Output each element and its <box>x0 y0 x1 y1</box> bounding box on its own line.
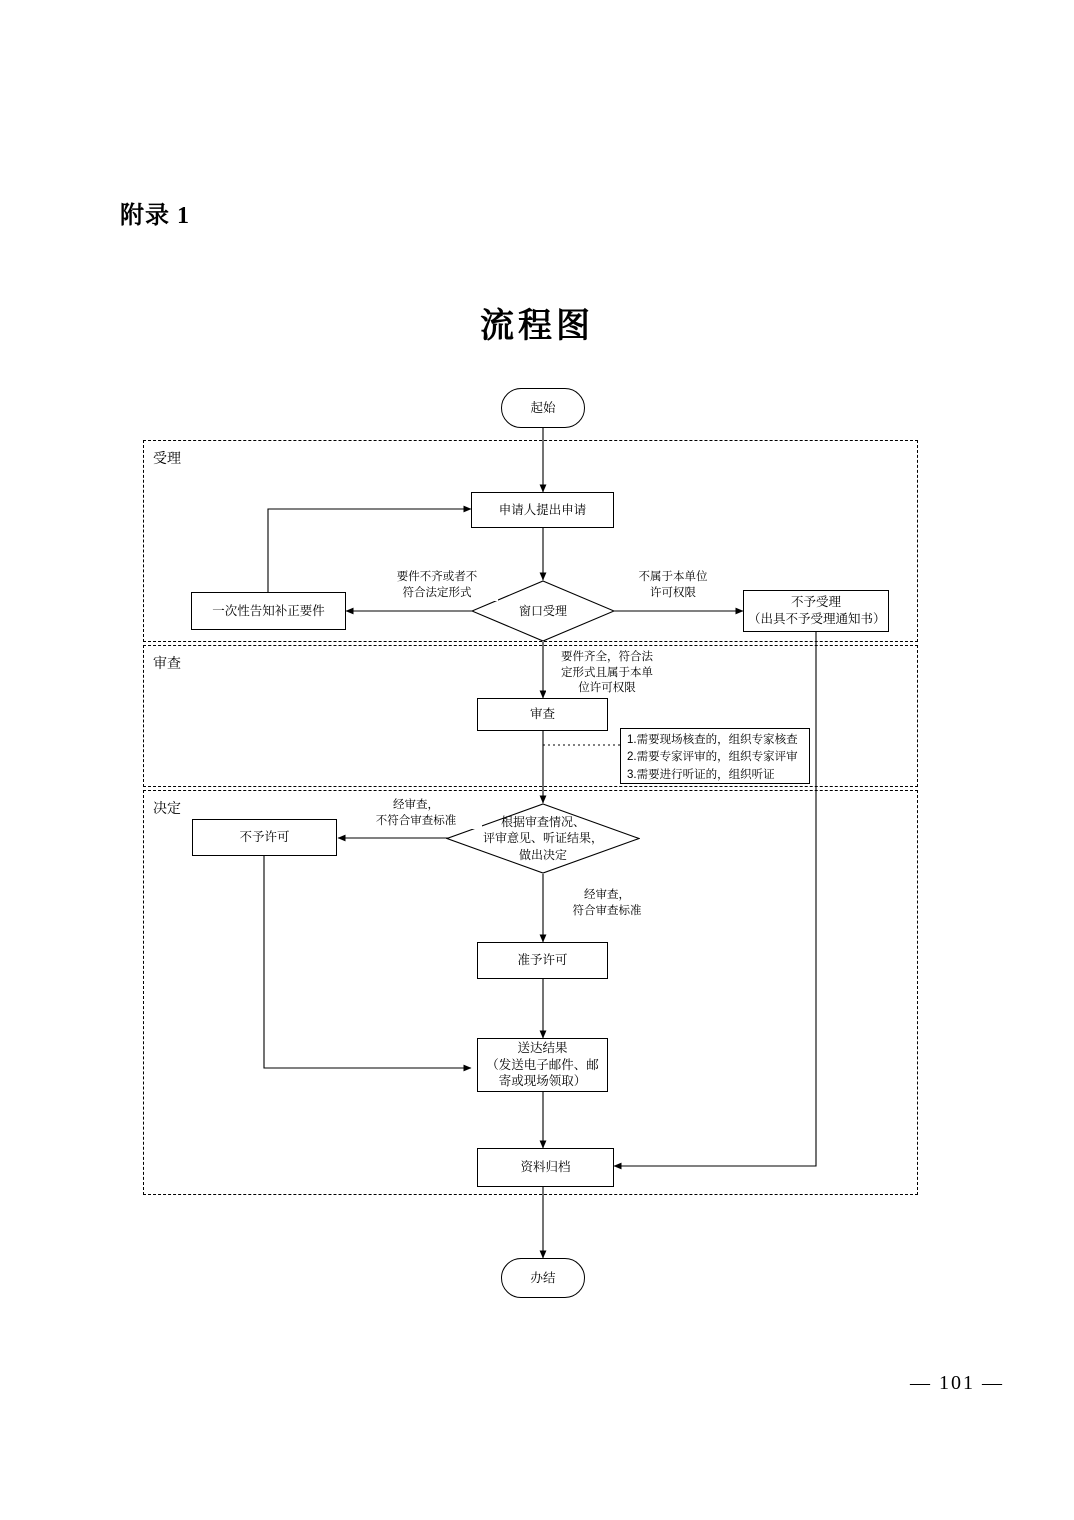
swimlane-accept-label: 受理 <box>153 450 181 466</box>
page-number: — 101 — <box>910 1372 1004 1394</box>
swimlane-review-label: 审查 <box>153 655 181 671</box>
node-end <box>501 1258 585 1298</box>
node-deliver-result <box>477 1038 608 1092</box>
node-decision-line3: 做出决定 <box>518 847 567 862</box>
node-reject-accept-line1: 不予受理 <box>790 595 841 610</box>
node-permit <box>477 942 608 979</box>
note-line-3: 3.需要进行听证的，组织听证 <box>627 768 775 781</box>
node-apply-label: 申请人提出申请 <box>498 502 587 517</box>
node-deliver-line3: 寄或现场领取） <box>498 1074 587 1089</box>
edge-label-not-our-authority-line1: 不属于本单位 <box>638 571 708 583</box>
node-window-receive-label: 窗口受理 <box>518 603 567 618</box>
node-deliver-line2: （发送电子邮件、邮 <box>486 1057 599 1072</box>
node-decision-line1: 根据审查情况、 <box>500 815 585 830</box>
edge-label-not-our-authority <box>617 570 729 601</box>
edge-label-incomplete-line1: 要件不齐或者不 <box>396 571 478 583</box>
node-decision-line2: 评审意见、听证结果， <box>482 831 603 846</box>
node-start-label: 起始 <box>530 400 556 415</box>
node-examine <box>477 698 608 731</box>
node-examine-label: 审查 <box>529 707 555 722</box>
edge-label-pass-standard <box>546 888 668 919</box>
node-archive-label: 资料归档 <box>520 1160 571 1175</box>
edge-label-not-our-authority-line2: 许可权限 <box>650 586 696 599</box>
node-apply <box>471 492 614 528</box>
node-no-permit <box>192 819 337 856</box>
edge-label-pass-line1: 经审查， <box>584 889 630 901</box>
appendix-label: 附录 1 <box>120 203 190 229</box>
note-line-1: 1.需要现场核查的，组织专家核查 <box>627 734 798 746</box>
node-reject-accept-line2: （出具不予受理通知书） <box>748 612 886 626</box>
edge-label-complete-line2: 定形式且属于本单 <box>561 666 653 679</box>
edge-label-fail-line1: 经审查， <box>393 799 439 811</box>
node-end-label: 办结 <box>530 1270 556 1285</box>
edge-label-complete-line3: 位许可权限 <box>578 682 636 695</box>
note-examine-options <box>620 728 810 784</box>
node-start <box>501 388 585 428</box>
edge-label-pass-line2: 符合审查标准 <box>572 904 642 917</box>
edge-label-fail-standard <box>350 798 482 829</box>
node-archive <box>477 1148 614 1187</box>
node-reject-accept <box>743 590 889 632</box>
page-title: 流程图 <box>480 308 594 345</box>
edge-label-fail-line2: 不符合审查标准 <box>375 814 457 827</box>
node-deliver-line1: 送达结果 <box>517 1040 568 1055</box>
note-line-2: 2.需要专家评审的，组织专家评审 <box>627 751 798 764</box>
node-notify-fix-label: 一次性告知补正要件 <box>212 603 325 618</box>
edge-label-complete-line1: 要件齐全，符合法 <box>561 651 653 663</box>
node-notify-fix <box>191 592 346 630</box>
node-permit-label: 准予许可 <box>517 953 568 968</box>
node-no-permit-label: 不予许可 <box>239 830 290 845</box>
edge-label-complete <box>546 650 668 697</box>
edge-label-incomplete <box>376 570 498 601</box>
edge-label-incomplete-line2: 符合法定形式 <box>402 586 472 599</box>
swimlane-decide-label: 决定 <box>153 800 181 816</box>
